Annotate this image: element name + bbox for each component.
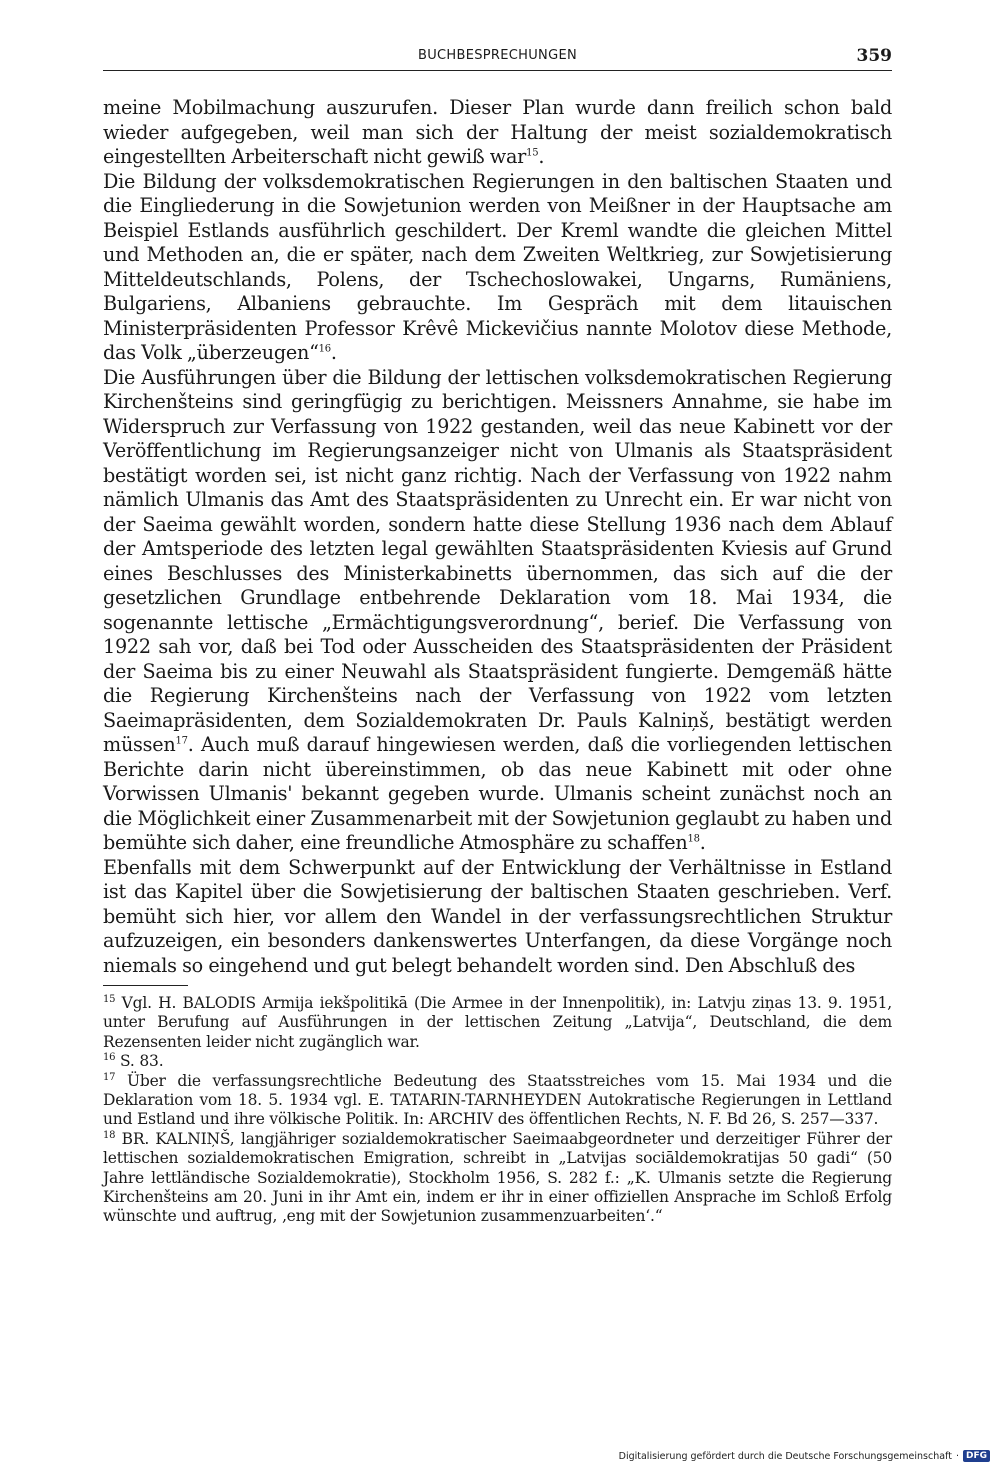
footnote-18: $^{18}$ BR. KALNIŅŠ, langjähriger sozialdemokratischer Saeimaabgeordneter und derzeitiger Führer der lettischen sozialdemokratischen Emigration, schreibt in „Latvijas sociāldemokratijas 50 gadi“ (50 Jahre lettländische Sozialdemokratie), Stockholm 1956, S. 282 f.: „K. Ulmanis setzte die Regierung Kirchenšteins am 20. Juni in ihr Amt ein, indem er ihr in einer offiziellen Ansprache im Schloß Erfolg wünschte und auftrug, ‚eng mit der Sowjetunion zusammenzuarbeiten‘.“ [103, 1129, 892, 1226]
footnote-17: $^{17}$ Über die verfassungsrechtliche Bedeutung des Staatsstreiches vom 15. Mai 1934 und die Deklaration vom 18. 5. 1934 vgl. E. TATARIN-TARNHEYDEN Autokratische Regierungen in Lettland und Estland und ihre völkische Politik. In: ARCHIV des öffentlichen Rechts, N. F. Bd 26, S. 257—337. [103, 1071, 892, 1129]
footnotes [103, 994, 892, 1227]
running-head: BUCHBESPRECHUNGEN [418, 48, 577, 63]
paragraph-3: Die Ausführungen über die Bildung der lettischen volksdemokratischen Regierung Kirchenšteins sind geringfügig zu berichtigen. Meissners Annahme, sie habe im Widerspruch zur Verfassung von 1922 gestanden, weil das neue Kabinett vor der Veröffentlichung im Regierungsanzeiger nicht von Ulmanis als Staatspräsident bestätigt worden sei, ist nicht ganz richtig. Nach der Verfassung von 1922 nahm nämlich Ulmanis das Amt des Staatspräsidenten zu Unrecht ein. Er war nicht von der Saeima gewählt worden, sondern hatte diese Stellung 1936 nach dem Ablauf der Amtsperiode des letzten legal gewählten Staatspräsidenten Kviesis auf Grund eines Beschlusses des Ministerkabinetts übernommen, das sich auf die der gesetzlichen Grundlage entbehrende Deklaration vom 18. Mai 1934, die sogenannte lettische „Ermächtigungsverordnung“, berief. Die Verfassung von 1922 sah vor, daß bei Tod oder Ausscheiden des Staatspräsidenten der Präsident der Saeima bis zu einer Neuwahl als Staatspräsident fungierte. Demgemäß hätte die Regierung Kirchenšteins nach der Verfassung von 1922 vom letzten Saeimapräsidenten, dem Sozialdemokraten Dr. Pauls Kalniņš, bestätigt werden müssen$^{17}$. Auch muß darauf hingewiesen werden, daß die vorliegenden lettischen Berichte darin nicht übereinstimmen, ob das neue Kabinett mit oder ohne Vorwissen Ulmanis' bekannt gegeben wurde. Ulmanis scheint zunächst noch an die Möglichkeit einer Zusammenarbeit mit der Sowjetunion geglaubt zu haben und bemühte sich daher, eine freundliche Atmosphäre zu schaffen$^{18}$. [103, 365, 892, 854]
digitization-credit: Digitalisierung gefördert durch die Deutsche Forschungsgemeinschaft · DFG [619, 1450, 990, 1462]
dfg-logo-icon: DFG [963, 1450, 990, 1462]
footnote-16: $^{16}$ S. 83. [103, 1052, 164, 1071]
paragraph-4: Ebenfalls mit dem Schwerpunkt auf der Entwicklung der Verhältnisse in Estland ist das Kapitel über die Sowjetisierung der baltischen Staaten geschrieben. Verf. bemüht sich hier, vor allem den Wandel in der verfassungsrechtlichen Struktur aufzuzeigen, ein besonders dankenswertes Unterfangen, da diese Vorgänge noch niemals so eingehend und gut belegt behandelt worden sind. Den Abschluß des [103, 855, 892, 977]
footnote-ref-15[interactable]: 15 [526, 147, 539, 159]
page-number: 359 [856, 46, 892, 66]
paragraph-2: Die Bildung der volksdemokratischen Regierungen in den baltischen Staaten und die Eingliederung in die Sowjetunion werden von Meißner in der Hauptsache am Beispiel Estlands ausführlich geschildert. Der Kreml wandte die gleichen Mittel und Methoden an, die er später, nach dem Zweiten Weltkrieg, zur Sowjetisierung Mitteldeutschlands, Polens, der Tschechoslowakei, Ungarns, Rumäniens, Bulgariens, Albaniens gebrauchte. Im Gespräch mit dem litauischen Ministerpräsidenten Professor Krêvê Mickevičius nannte Molotov diese Methode, das Volk „überzeugen“$^{16}$. [103, 169, 892, 364]
main-text [103, 96, 892, 978]
footnote-divider [103, 985, 188, 986]
credit-text: Digitalisierung gefördert durch die Deutsche Forschungsgemeinschaft [618, 1450, 952, 1462]
footnote-ref-18[interactable]: 18 [687, 833, 700, 845]
footnote-15: $^{15}$ Vgl. H. BALODIS Armija iekšpolitikā (Die Armee in der Innenpolitik), in: Latvju ziņas 13. 9. 1951, unter Berufung auf Ausführungen in der lettischen Zeitung „Latvija“, Deutschland, die dem Rezensenten leider nicht zugänglich war. [103, 993, 892, 1051]
footnote-ref-17[interactable]: 17 [175, 735, 188, 747]
page-header [103, 46, 892, 71]
paragraph-1: meine Mobilmachung auszurufen. Dieser Plan wurde dann freilich schon bald wieder aufgegeben, weil man sich der Haltung der meist sozialdemokratisch eingestellten Arbeiterschaft nicht gewiß war$^{15}$. [103, 96, 892, 168]
footnote-ref-16[interactable]: 16 [318, 343, 331, 355]
